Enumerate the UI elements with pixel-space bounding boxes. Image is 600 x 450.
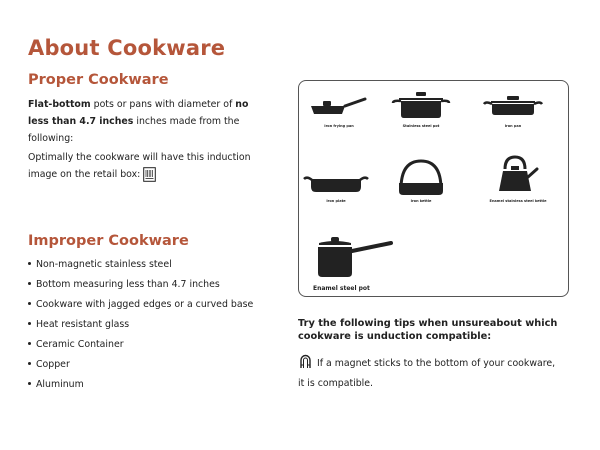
bullet xyxy=(28,262,31,265)
caption-iron-kettle: Iron kettle xyxy=(410,199,432,203)
list-item xyxy=(28,378,253,398)
tip-line-2: it is compatible. xyxy=(298,378,374,389)
improper-cookware-heading: Improper Cookware xyxy=(28,233,189,249)
improper-cookware-list xyxy=(28,258,253,398)
enamel-kettle-icon xyxy=(495,153,539,195)
list-item xyxy=(28,358,253,378)
bullet xyxy=(28,322,31,325)
list-item-label: Bottom measuring less than 4.7 inches xyxy=(36,279,220,290)
enamel-steel-pot-icon xyxy=(315,235,393,279)
caption-iron-frying-pan: Iron frying pan xyxy=(324,124,354,128)
proper-text-1: pots or pans with diameter of xyxy=(90,99,236,110)
frying-pan-icon xyxy=(309,95,367,117)
list-item xyxy=(28,338,253,358)
caption-enamel-stainless-steel-kettle: Enamel stainless steel kettle xyxy=(489,199,547,203)
list-item-label: Copper xyxy=(36,359,70,370)
list-item xyxy=(28,278,253,298)
caption-enamel-steel-pot: Enamel steel pot xyxy=(313,285,370,292)
tips-heading: Try the following tips when unsureabout which cookware is unduction compatible: xyxy=(298,318,558,342)
page-title: About Cookware xyxy=(28,36,226,60)
bullet xyxy=(28,382,31,385)
iron-kettle-icon xyxy=(395,159,447,197)
stainless-steel-pot-icon xyxy=(391,91,451,119)
proper-cookware-heading: Proper Cookware xyxy=(28,72,169,88)
list-item xyxy=(28,298,253,318)
min-diameter-text: no less than 4.7 inches xyxy=(28,99,249,127)
proper-cookware-text xyxy=(28,96,268,147)
bullet xyxy=(28,282,31,285)
caption-iron-pan: Iron pan xyxy=(504,124,522,128)
list-item xyxy=(28,318,253,338)
bullet xyxy=(28,342,31,345)
bullet xyxy=(28,302,31,305)
bullet xyxy=(28,362,31,365)
proper-text-2: inches made from the following: xyxy=(28,116,240,144)
caption-iron-plate: Iron plate xyxy=(326,199,346,203)
list-item-label: Aluminum xyxy=(36,379,84,390)
tip-line-1: If a magnet sticks to the bottom of your cookware, xyxy=(317,358,556,369)
iron-plate-icon xyxy=(303,175,369,195)
list-item xyxy=(28,258,253,278)
compatible-cookware-panel xyxy=(298,80,569,297)
magnet-icon xyxy=(299,354,312,370)
flat-bottom-text: Flat-bottom xyxy=(28,99,91,110)
caption-stainless-steel-pot: Stainless steel pot xyxy=(402,124,440,128)
iron-pan-icon xyxy=(483,95,543,117)
list-item-label: Non-magnetic stainless steel xyxy=(36,259,172,270)
list-item-label: Cookware with jagged edges or a curved base xyxy=(36,299,254,310)
list-item-label: Heat resistant glass xyxy=(36,319,130,330)
list-item-label: Ceramic Container xyxy=(36,339,124,350)
induction-text: Optimally the cookware will have this induction image on the retail box: xyxy=(28,152,251,180)
induction-image-text xyxy=(28,149,268,183)
induction-symbol-icon xyxy=(143,167,156,182)
